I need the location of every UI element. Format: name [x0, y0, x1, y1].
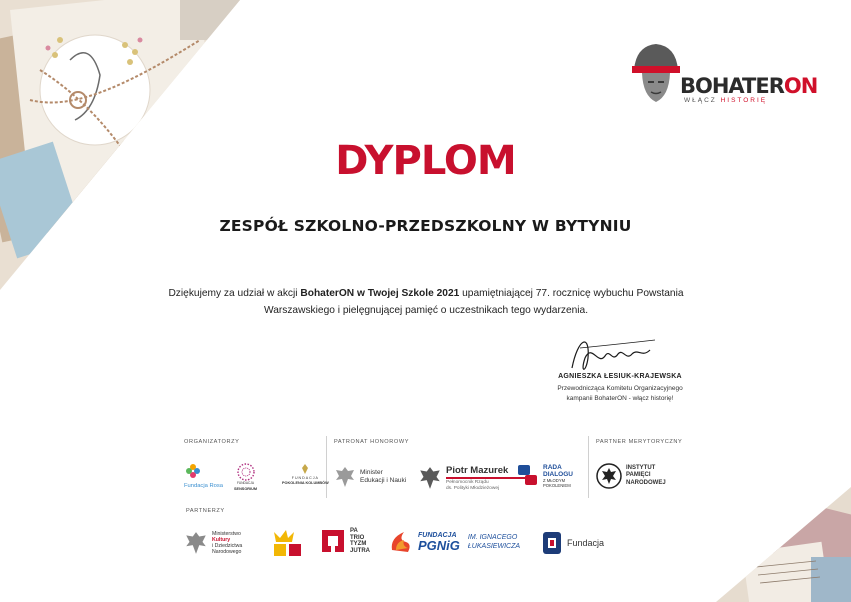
signatory-role-line2: kampanii BohaterON - włącz historię!: [566, 395, 674, 402]
decorative-corner-artwork-bottom-right: [716, 487, 851, 602]
recipient-name: ZESPÓŁ SZKOLNO-PRZEDSZKOLNY W BYTYNIU: [219, 217, 632, 235]
pgnig-label-line1: FUNDACJA: [418, 532, 457, 539]
handwritten-signature: [560, 328, 670, 378]
rada-label-line2: DIALOGU: [543, 471, 573, 478]
brand-name-accent: ON: [783, 74, 818, 98]
brand-tagline-accent: HISTORIĘ: [720, 97, 768, 104]
body-campaign-name: BohaterON w Twojej Szkole 2021: [300, 288, 460, 299]
body-line1-pre: Dziękujemy za udział w akcji: [168, 288, 301, 299]
pko-fundacja-label: Fundacja: [567, 538, 605, 548]
section-divider: [588, 436, 589, 498]
bohateron-logo: [628, 40, 818, 110]
mkidn-label-line4: Narodowego: [212, 549, 242, 555]
pgnig-flame-icon: [388, 530, 414, 554]
diploma-body-text: [140, 285, 712, 319]
ipn-label-line3: NARODOWEJ: [626, 479, 666, 486]
rada-label-line1: RADA: [543, 464, 562, 471]
body-line2: Warszawskiego i pielęgnującej pamięć o uczestnikach tego wydarzenia.: [263, 305, 589, 316]
ipn-logo: [596, 463, 666, 489]
rada-label-line3: Z MŁODYM: [543, 478, 566, 483]
ptj-label-line1: PA: [350, 528, 358, 534]
signatory-role: [520, 384, 720, 404]
ministerstwo-kultury-logo: [184, 530, 242, 556]
crown-emblem-icon: [272, 528, 304, 558]
fundacja-pokolenia-kolumbow-logo: [282, 463, 329, 485]
mkidn-label-line1: Ministerstwo: [212, 531, 241, 537]
speech-bubbles-icon: [517, 463, 539, 489]
brand-name-main: BOHATER: [680, 74, 784, 98]
fundacja-pko-logo: [541, 530, 604, 556]
mkidn-label-line2: Kultury: [212, 537, 231, 543]
signatory-name: AGNIESZKA ŁESIUK-KRAJEWSKA: [558, 373, 682, 380]
ipn-label-line2: PAMIĘCI: [626, 472, 651, 479]
minister-edukacji-logo: [334, 465, 406, 489]
pgnig-label-line4: ŁUKASIEWICZA: [467, 543, 521, 550]
ptj-label-line2: TRIO: [350, 534, 365, 541]
sensorium-dots-icon: [236, 463, 256, 481]
patriotyzm-square-icon: [320, 528, 346, 554]
minister-label-line2: Edukacji i Nauki: [360, 477, 407, 484]
pko-piggy-bank-icon: [541, 530, 563, 556]
section-label-partner: PARTNER MERYTORYCZNY: [596, 439, 683, 445]
section-label-patronage: PATRONAT HONOROWY: [334, 439, 410, 445]
ptj-label-line3: TYZM: [350, 541, 367, 548]
polish-eagle-icon: [184, 530, 208, 556]
mkidn-label-line3: i Dziedzictwa: [212, 543, 243, 549]
ptj-label-line4: JUTRA: [350, 547, 371, 554]
fundacja-rosa-logo: [184, 462, 223, 490]
patriotyzm-jutra-logo: [320, 528, 370, 554]
soldier-helmet-icon: [628, 40, 684, 106]
pgnig-label-line2: PGNiG: [418, 538, 460, 553]
minister-label-line1: Minister: [360, 469, 383, 476]
mazurek-label-line1: Pełnomocnik Rządu: [446, 479, 489, 485]
diploma-title: DYPLOM: [335, 138, 516, 184]
body-line1-post: upamiętniającej 77. rocznicę wybuchu Powstania: [459, 288, 684, 299]
ipn-eagle-seal-icon: [596, 463, 622, 489]
rosa-flower-icon: [184, 462, 202, 480]
pgnig-label-line3: IM. IGNACEGO: [467, 534, 518, 541]
polish-eagle-icon: [334, 465, 356, 489]
kolumbow-emblem-icon: [299, 463, 311, 475]
kolumbow-label-line1: FUNDACJA: [291, 476, 319, 480]
mazurek-name: Piotr Mazurek: [446, 465, 509, 476]
section-label-organizers: ORGANIZATORZY: [184, 439, 240, 445]
kolumbow-label-line2: POKOLENIA KOLUMBÓW: [282, 481, 329, 485]
rada-label-line4: POKOLENIEM: [543, 483, 571, 488]
sensorium-label-line2: SENSORIUM: [234, 486, 257, 491]
polish-eagle-icon: [418, 465, 442, 491]
fundacja-sensorium-logo: [234, 463, 257, 491]
muzeum-historii-polski-logo: [272, 528, 304, 558]
piotr-mazurek-logo: [418, 465, 530, 492]
ipn-label-line1: INSTYTUT: [626, 464, 656, 471]
brand-tagline-main: WŁĄCZ: [684, 97, 721, 104]
section-label-partners: PARTNERZY: [186, 508, 225, 514]
rada-dialogu-logo: [517, 463, 573, 489]
fundacja-pgnig-logo: [388, 530, 520, 554]
mazurek-label-line2: ds. Polityki Młodzieżowej: [446, 485, 500, 491]
signatory-role-line1: Przewodnicząca Komitetu Organizacyjnego: [557, 385, 683, 392]
fundacja-rosa-label: Fundacja Rosa: [184, 483, 223, 489]
sensorium-label-line1: FUNDACJA: [236, 481, 254, 485]
